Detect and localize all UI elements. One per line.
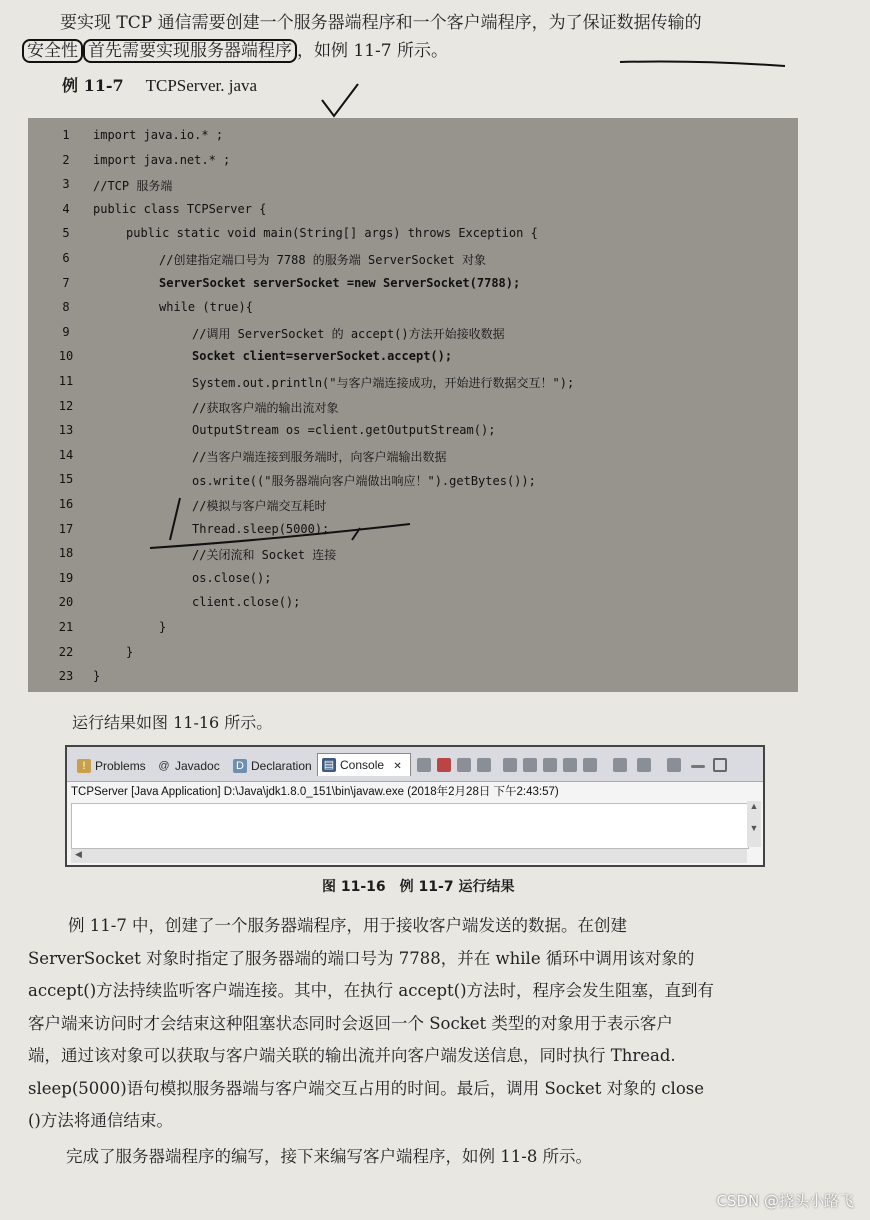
line-number: 7 <box>62 275 70 290</box>
code-text: //关闭流和 Socket 连接 <box>192 548 337 563</box>
intro-line-1: 要实现 TCP 通信需要创建一个服务器端程序和一个客户端程序，为了保证数据传输的 <box>60 13 702 33</box>
scroll-down-icon[interactable]: ▼ <box>749 823 759 833</box>
line-number: 11 <box>58 374 74 388</box>
highlighted-text-safety: 安全性 <box>22 39 83 63</box>
line-number: 10 <box>58 349 74 364</box>
line-number: 8 <box>62 300 70 315</box>
scroll-left-icon[interactable]: ◀ <box>75 849 82 859</box>
console-icon: ▤ <box>323 759 335 771</box>
line-number: 22 <box>58 644 74 659</box>
line-number: 4 <box>62 201 70 216</box>
line-number: 5 <box>62 226 70 241</box>
code-text: //调用 ServerSocket 的 accept()方法开始接收数据 <box>192 326 505 341</box>
result-label: 运行结果如图 11-16 所示。 <box>72 713 273 732</box>
code-text: } <box>159 620 167 634</box>
display-console-icon[interactable] <box>613 758 627 772</box>
declaration-icon: D <box>233 759 247 773</box>
tab-javadoc[interactable] <box>153 755 220 777</box>
console-process-header: TCPServer [Java Application] D:\Java\jdk1.8.0_151\bin\javaw.exe (2018年2月28日 下午2:43:57) <box>71 786 559 798</box>
show-on-output-icon[interactable] <box>563 758 577 772</box>
tab-console[interactable] <box>317 753 411 776</box>
code-text: //TCP 服务端 <box>93 179 173 194</box>
code-text: public class TCPServer { <box>93 201 267 216</box>
line-number: 2 <box>62 152 70 167</box>
console-output-area[interactable] <box>71 803 749 849</box>
code-text: //模拟与客户端交互耗时 <box>192 499 327 513</box>
code-text: os.write(("服务器端向客户端做出响应！").getBytes()); <box>192 474 536 489</box>
scroll-up-icon[interactable]: ▲ <box>749 801 759 811</box>
line-number: 18 <box>58 546 74 561</box>
clear-console-icon[interactable] <box>503 758 517 772</box>
terminate-icon[interactable] <box>437 758 451 772</box>
example-label: 例 11-7 <box>62 76 124 95</box>
line-number: 12 <box>58 398 74 413</box>
problems-icon: ! <box>77 759 91 773</box>
close-icon[interactable]: ✕ <box>393 761 402 772</box>
view-menu-icon[interactable] <box>667 758 681 772</box>
code-text: } <box>126 644 134 659</box>
intro-line-2-tail: ，如例 11-7 所示。 <box>297 41 448 61</box>
code-text: public static void main(String[] args) throws Exception { <box>126 226 538 241</box>
line-number: 21 <box>58 620 74 634</box>
paragraph-line: 端，通过该对象可以获取与客户端关联的输出流并向客户端发送信息，同时执行 Thread. <box>28 1046 676 1065</box>
line-number: 1 <box>62 128 70 142</box>
minimize-icon[interactable] <box>691 765 705 768</box>
watermark: CSDN @挠头小路飞 <box>716 1192 854 1210</box>
pin-icon[interactable] <box>417 758 431 772</box>
line-number: 19 <box>58 570 74 585</box>
line-number: 13 <box>58 423 74 438</box>
code-text: import java.net.* ; <box>93 152 231 167</box>
code-text: System.out.println("与客户端连接成功，开始进行数据交互！"); <box>192 376 575 390</box>
code-text: //当客户端连接到服务端时，向客户端输出数据 <box>192 449 447 464</box>
line-number: 23 <box>58 669 74 684</box>
vertical-scrollbar[interactable] <box>747 801 761 847</box>
line-number: 14 <box>58 447 74 462</box>
highlighted-text-server-first: 首先需要实现服务器端程序 <box>83 39 297 63</box>
paragraph-line: sleep(5000)语句模拟服务器端与客户端交互占用的时间。最后，调用 Socket 对象的 close <box>28 1078 704 1098</box>
javadoc-icon: @ <box>158 760 170 772</box>
code-text: //获取客户端的输出流对象 <box>192 400 339 415</box>
code-text: client.close(); <box>192 595 301 610</box>
tab-label: Javadoc <box>175 759 220 773</box>
paragraph-line: accept()方法持续监听客户端连接。其中，在执行 accept()方法时，程序会发生阻塞，直到有 <box>28 981 715 1000</box>
word-wrap-icon[interactable] <box>543 758 557 772</box>
paragraph-line: ServerSocket 对象时指定了服务器端的端口号为 7788，并在 while 循环中调用该对象的 <box>28 948 695 968</box>
code-text: Thread.sleep(5000); <box>192 521 330 536</box>
remove-all-icon[interactable] <box>477 758 491 772</box>
tab-label: Declaration <box>251 759 312 773</box>
code-text: while (true){ <box>159 300 253 315</box>
line-number: 3 <box>62 177 70 192</box>
scroll-lock-icon[interactable] <box>523 758 537 772</box>
line-number: 17 <box>58 521 74 536</box>
maximize-icon[interactable] <box>713 758 727 772</box>
tab-label: Console <box>340 758 385 772</box>
example-filename: TCPServer. java <box>145 76 258 95</box>
line-number: 16 <box>58 497 74 511</box>
code-text: } <box>93 669 101 684</box>
tab-label: Problems <box>95 759 146 773</box>
closing-line: 完成了服务器端程序的编写，接下来编写客户端程序，如例 11-8 所示。 <box>66 1147 593 1166</box>
line-number: 20 <box>58 595 74 610</box>
code-text: os.close(); <box>192 570 272 585</box>
tab-declaration[interactable] <box>229 755 312 777</box>
line-number: 6 <box>62 251 70 265</box>
code-text: OutputStream os =client.getOutputStream(); <box>192 423 496 438</box>
code-text: ServerSocket serverSocket =new ServerSocket(7788); <box>159 275 521 290</box>
figure-title: 例 11-7 运行结果 <box>399 879 515 895</box>
line-number: 15 <box>58 472 74 487</box>
tab-problems[interactable] <box>73 755 146 777</box>
horizontal-scrollbar[interactable] <box>71 849 747 863</box>
eclipse-console-panel <box>65 745 765 867</box>
figure-number: 图 11-16 <box>322 879 386 895</box>
paragraph-line: 例 11-7 中，创建了一个服务器端程序，用于接收客户端发送的数据。在创建 <box>68 916 628 935</box>
console-tab-bar <box>67 747 763 782</box>
paragraph-line: ()方法将通信结束。 <box>28 1111 173 1130</box>
paragraph-line: 客户端来访问时才会结束这种阻塞状态同时会返回一个 Socket 类型的对象用于表示客户 <box>28 1013 673 1033</box>
line-number: 9 <box>62 324 70 339</box>
code-text: Socket client=serverSocket.accept(); <box>192 349 453 364</box>
code-text: import java.io.* ; <box>93 128 224 142</box>
remove-launch-icon[interactable] <box>457 758 471 772</box>
code-text: //创建指定端口号为 7788 的服务端 ServerSocket 对象 <box>159 253 486 267</box>
figure-caption <box>322 876 514 896</box>
show-on-error-icon[interactable] <box>583 758 597 772</box>
open-console-icon[interactable] <box>637 758 651 772</box>
